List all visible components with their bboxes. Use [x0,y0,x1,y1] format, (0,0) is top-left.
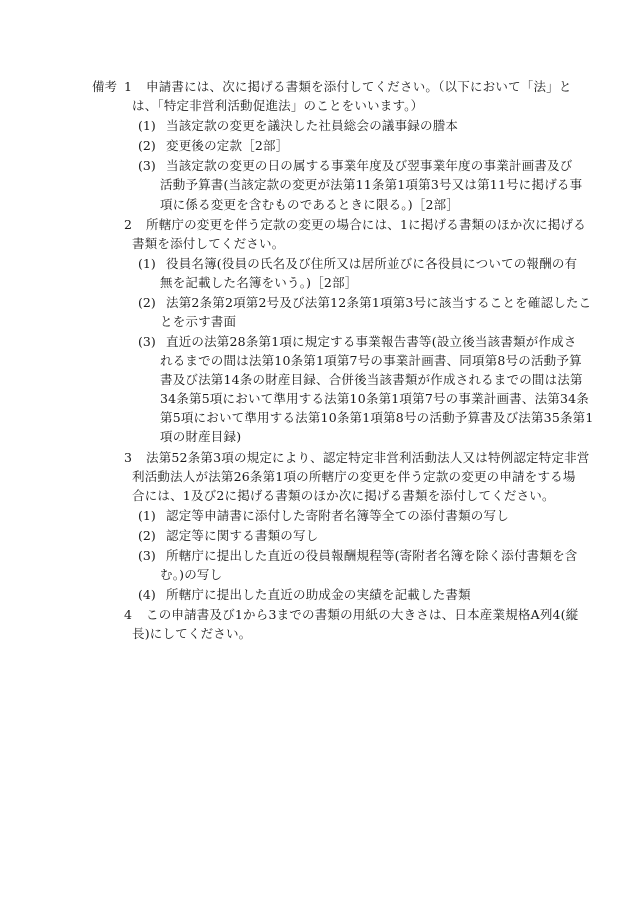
subitem-text: 活動予算書(当該定款の変更が法第11条第1項第3号又は第11号に掲げる事 [160,177,583,192]
subitem-text: 無を記載した名簿をいう。)［2部］ [160,275,358,290]
subitem-number: (4) [138,587,156,602]
subitem-text: 所轄庁に提出した直近の役員報酬規程等(寄附者名簿を除く添付書類を含 [166,548,578,563]
notes-heading: 備考 [92,79,118,94]
item-number: 3 [124,450,132,465]
item-number: 4 [124,607,132,622]
subitem-text: 34条第5項において準用する法第10条第1項第7号の事業計画書、法第34条 [160,391,589,406]
subitem-text: 所轄庁に提出した直近の助成金の実績を記載した書類 [166,587,471,602]
subitem-text: 認定等に関する書類の写し [166,528,319,543]
subitem-text: 直近の法第28条第1項に規定する事業報告書等(設立後当該書類が作成さ [166,334,577,349]
subitem-number: (2) [138,138,156,153]
subitem-text: 変更後の定款［2部］ [166,138,289,153]
subitem-number: (1) [138,118,156,133]
item-text: 書類を添付してください。 [132,236,285,251]
item-text: 法第52条第3項の規定により、認定特定非営利活動法人又は特例認定特定非営 [146,450,590,465]
subitem-text: 認定等申請書に添付した寄附者名簿等全ての添付書類の写し [166,508,509,523]
subitem-number: (3) [138,334,156,349]
item-text: 長)にしてください。 [132,626,252,641]
subitem-text: 項の財産目録) [160,429,242,444]
subitem-number: (2) [138,528,156,543]
item-number: 2 [124,217,132,232]
subitem-number: (3) [138,158,156,173]
subitem-text: 役員名簿(役員の氏名及び住所又は居所並びに各役員についての報酬の有 [166,256,578,271]
subitem-text: とを示す書面 [160,314,237,329]
subitem-text: 書及び法第14条の財産目録、合併後当該書類が作成されるまでの間は法第 [160,372,583,387]
item-number: 1 [124,79,132,94]
item-text: 申請書には、次に掲げる書類を添付してください。（以下において「法」と [146,79,572,94]
subitem-text: む。)の写し [160,567,223,582]
subitem-text: 当該定款の変更の日の属する事業年度及び翌事業年度の事業計画書及び [166,158,573,173]
subitem-text: 当該定款の変更を議決した社員総会の議事録の謄本 [166,118,459,133]
subitem-number: (3) [138,548,156,563]
subitem-number: (2) [138,295,156,310]
item-text: は、「特定非営利活動促進法」のことをいいます。） [132,98,424,113]
subitem-number: (1) [138,508,156,523]
subitem-text: れるまでの間は法第10条第1項第7号の事業計画書、同項第8号の活動予算 [160,353,582,368]
subitem-text: 項に係る変更を含むものであるときに限る。)［2部］ [160,197,460,212]
subitem-text: 第5項において準用する法第10条第1項第8号の活動予算書及び法第35条第1 [160,410,594,425]
item-text: 所轄庁の変更を伴う定款の変更の場合には、1に掲げる書類のほか次に掲げる [146,217,586,232]
item-text: 合には、1及び2に掲げる書類のほか次に掲げる書類を添付してください。 [132,488,555,503]
subitem-text: 法第2条第2項第2号及び法第12条第1項第3号に該当することを確認したこ [166,295,592,310]
item-text: この申請書及び1から3までの書類の用紙の大きさは、日本産業規格A列4(縦 [146,607,579,622]
item-text: 利活動法人が法第26条第1項の所轄庁の変更を伴う定款の変更の申請をする場 [132,469,576,484]
subitem-number: (1) [138,256,156,271]
